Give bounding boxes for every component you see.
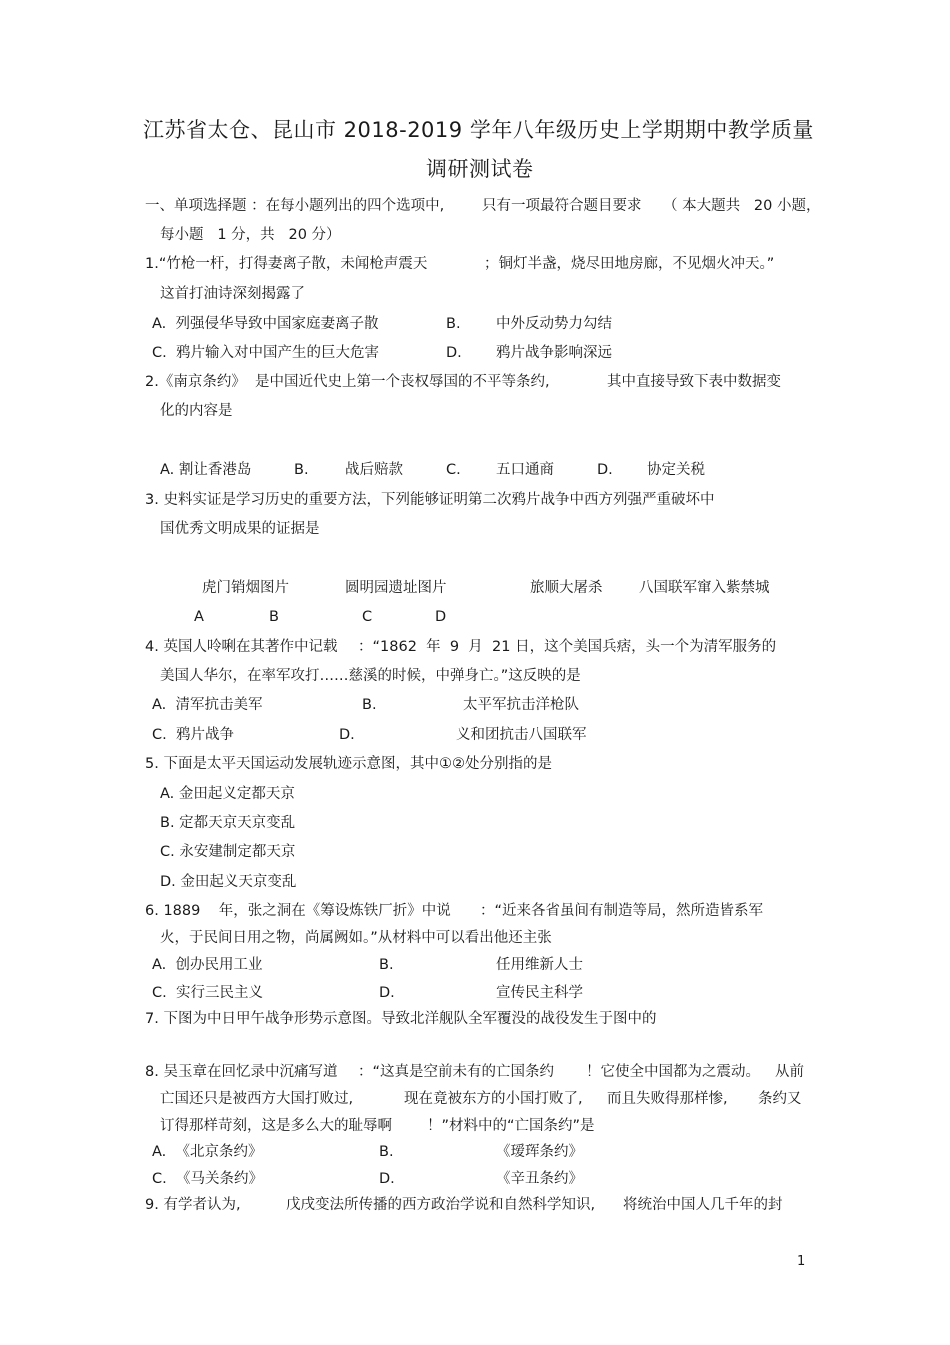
q2-option-a: A. 割让香港岛 <box>160 462 252 478</box>
q4-option-b-letter: B. <box>362 697 377 713</box>
q8-option-b-text: 《瑷珲条约》 <box>496 1144 583 1160</box>
q8-stem-line-3-b: ！”材料中的“亡国条约”是 <box>427 1118 595 1134</box>
q9-stem-a: 9. 有学者认为, <box>145 1197 241 1213</box>
title-line-1: 江苏省太仓、昆山市 2018-2019 学年八年级历史上学期期中教学质量 <box>143 118 814 142</box>
q3-stem-line-1: 3. 史料实证是学习历史的重要方法，下列能够证明第二次鸦片战争中西方列强严重破坏中 <box>145 492 715 508</box>
q6-option-d-letter: D. <box>379 985 395 1001</box>
section-instructions-b: 只有一项最符合题目要求 <box>482 198 642 214</box>
q8-stem-c: ！它使全中国都为之震动。 <box>586 1064 760 1080</box>
q1-option-b-text: 中外反动势力勾结 <box>496 316 612 332</box>
q8-stem-a: 8. 吴玉章在回忆录中沉痛写道 <box>145 1064 338 1080</box>
q3-label-a: A <box>194 609 204 625</box>
q5-option-a: A. 金田起义定都天京 <box>160 786 295 802</box>
q6-stem-a: 6. 1889 年，张之洞在《筹设炼铁厂折》中说 <box>145 903 451 919</box>
section-instructions-c: （ 本大题共 20 小题， <box>663 198 821 214</box>
q6-option-c: C. 实行三民主义 <box>152 985 263 1001</box>
q1-option-d-letter: D. <box>446 345 462 361</box>
q8-stem-line-2-d: 条约又 <box>758 1091 802 1107</box>
q8-option-d-letter: D. <box>379 1171 395 1187</box>
q1-stem-a: 1.“竹枪一杆，打得妻离子散，未闻枪声震天 <box>145 256 428 272</box>
q6-option-b-text: 任用维新人士 <box>496 957 583 973</box>
q8-stem-line-2-b: 现在竟被东方的小国打败了, <box>404 1091 583 1107</box>
q4-stem-b: ：“1862 年 9 月 21 日，这个美国兵痞，头一个为清军服务的 <box>358 639 777 655</box>
q1-option-a: A. 列强侵华导致中国家庭妻离子散 <box>152 316 379 332</box>
q2-option-c-letter: C. <box>446 462 461 478</box>
q8-stem-b: ：“这真是空前未有的亡国条约 <box>358 1064 555 1080</box>
q5-stem: 5. 下面是太平天国运动发展轨迹示意图，其中①②处分别指的是 <box>145 756 552 772</box>
q6-stem-line-2: 火，于民间日用之物，尚属阙如。”从材料中可以看出他还主张 <box>160 930 552 946</box>
q6-option-d-text: 宣传民主科学 <box>496 985 583 1001</box>
q2-stem-a: 2.《南京条约》 是中国近代史上第一个丧权辱国的不平等条约, <box>145 374 550 390</box>
q6-stem-b: ：“近来各省虽间有制造等局，然所造皆系军 <box>480 903 764 919</box>
q7-stem: 7. 下图为中日甲午战争形势示意图。导致北洋舰队全军覆没的战役发生于图中的 <box>145 1011 657 1027</box>
q1-option-d-text: 鸦片战争影响深远 <box>496 345 612 361</box>
q3-caption-1: 虎门销烟图片 <box>202 580 289 596</box>
q3-caption-4: 八国联军窜入紫禁城 <box>639 580 770 596</box>
q4-option-c: C. 鸦片战争 <box>152 727 234 743</box>
title-line-2: 调研测试卷 <box>426 157 534 181</box>
q2-option-c-text: 五口通商 <box>496 462 554 478</box>
q9-stem-b: 戊戌变法所传播的西方政治学说和自然科学知识, <box>286 1197 596 1213</box>
q8-stem-line-2-a: 亡国还只是被西方大国打败过, <box>160 1091 354 1107</box>
q8-option-d-text: 《辛丑条约》 <box>496 1171 583 1187</box>
q4-stem-a: 4. 英国人呤唎在其著作中记载 <box>145 639 338 655</box>
q4-option-a: A. 清军抗击美军 <box>152 697 263 713</box>
q8-stem-line-2-c: 而且失败得那样惨, <box>607 1091 728 1107</box>
page-number: 1 <box>797 1254 806 1269</box>
q5-option-c: C. 永安建制定都天京 <box>160 844 296 860</box>
q1-stem-b: ；铜灯半盏，烧尽田地房廊，不见烟火冲天。” <box>484 256 775 272</box>
q6-option-b-letter: B. <box>379 957 394 973</box>
q8-option-c: C. 《马关条约》 <box>152 1171 263 1187</box>
q2-option-b-text: 战后赔款 <box>345 462 403 478</box>
q4-option-b-text: 太平军抗击洋枪队 <box>463 697 579 713</box>
section-instructions-line-2: 每小题 1 分，共 20 分） <box>160 227 341 243</box>
section-instructions-a: 一、单项选择题 ：在每小题列出的四个选项中, <box>145 198 445 214</box>
q9-stem-c: 将统治中国人几千年的封 <box>623 1197 783 1213</box>
q2-option-d-text: 协定关税 <box>647 462 705 478</box>
q4-option-d-letter: D. <box>339 727 355 743</box>
q4-stem-line-2: 美国人华尔，在率军攻打……慈溪的时候，中弹身亡。”这反映的是 <box>160 668 581 684</box>
q1-option-b-letter: B. <box>446 316 461 332</box>
q2-stem-b: 其中直接导致下表中数据变 <box>607 374 781 390</box>
q3-caption-3: 旅顺大屠杀 <box>530 580 603 596</box>
q3-label-d: D <box>435 609 447 625</box>
q1-stem-line-2: 这首打油诗深刻揭露了 <box>160 286 305 302</box>
q3-label-c: C <box>362 609 373 625</box>
q6-option-a: A. 创办民用工业 <box>152 957 263 973</box>
q2-stem-line-2: 化的内容是 <box>160 403 233 419</box>
q2-option-d-letter: D. <box>597 462 613 478</box>
q3-label-b: B <box>269 609 279 625</box>
q5-option-b: B. 定都天京天京变乱 <box>160 815 296 831</box>
q8-stem-d: 从前 <box>775 1064 804 1080</box>
q3-caption-2: 圆明园遗址图片 <box>345 580 447 596</box>
q8-option-b-letter: B. <box>379 1144 394 1160</box>
q8-option-a: A. 《北京条约》 <box>152 1144 263 1160</box>
q1-option-c: C. 鸦片输入对中国产生的巨大危害 <box>152 345 379 361</box>
q2-option-b-letter: B. <box>294 462 309 478</box>
q3-stem-line-2: 国优秀文明成果的证据是 <box>160 521 320 537</box>
q8-stem-line-3-a: 订得那样苛刻，这是多么大的耻辱啊 <box>160 1118 392 1134</box>
q5-option-d: D. 金田起义天京变乱 <box>160 874 297 890</box>
q4-option-d-text: 义和团抗击八国联军 <box>456 727 587 743</box>
